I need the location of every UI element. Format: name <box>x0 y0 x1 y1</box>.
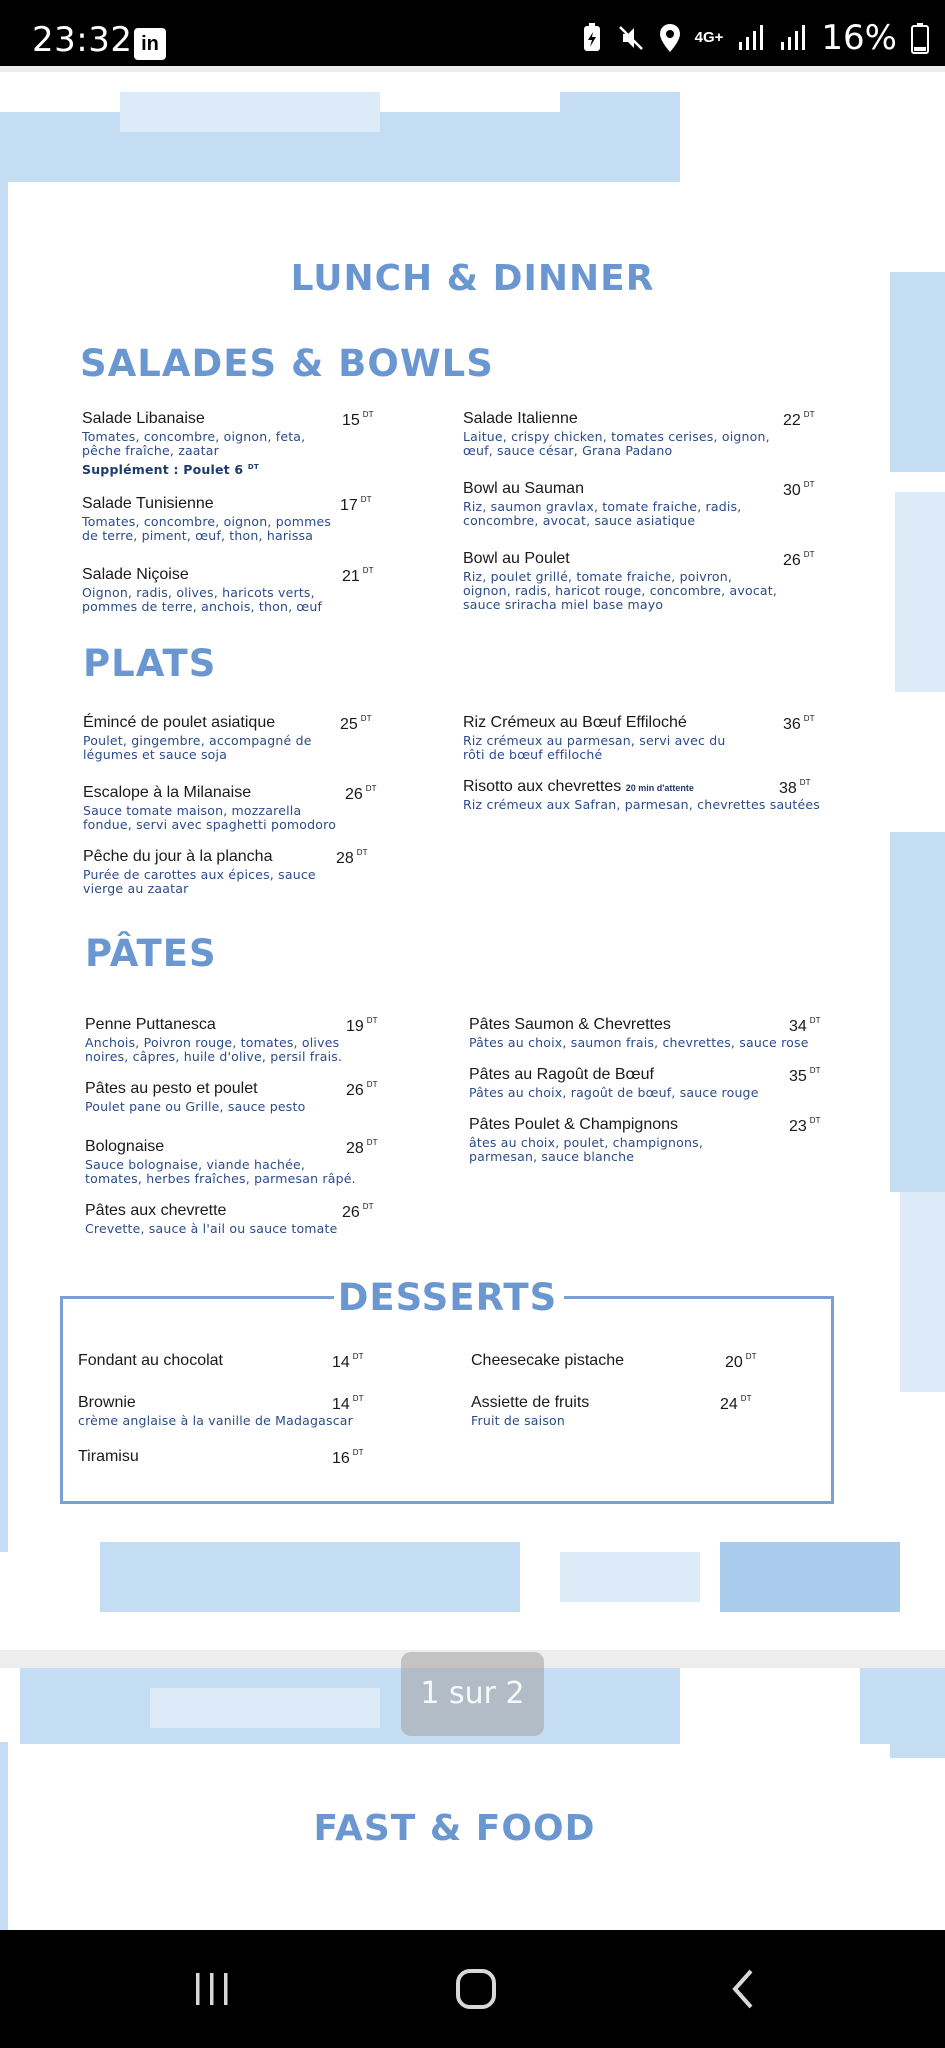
battery-saver-icon <box>581 23 603 53</box>
item-price: 22 $^{DT}$ <box>783 410 815 429</box>
recents-icon <box>190 1969 234 2009</box>
item-price: 15 $^{DT}$ <box>342 410 374 429</box>
item-name: Bowl au Sauman <box>463 480 584 497</box>
map-decoration <box>0 172 8 1552</box>
recents-button[interactable] <box>152 1930 272 2048</box>
item-price: 26 $^{DT}$ <box>783 550 815 569</box>
item-name: Pâtes Saumon & Chevrettes <box>469 1016 671 1033</box>
item-name: Tiramisu <box>78 1448 139 1465</box>
status-bar <box>0 0 945 66</box>
home-button[interactable] <box>416 1930 536 2048</box>
item-price: 23 $^{DT}$ <box>789 1116 821 1135</box>
menu-item <box>78 1352 398 1370</box>
item-name: Bolognaise <box>85 1138 165 1155</box>
linkedin-icon: in <box>134 28 166 60</box>
item-desc: Sauce bolognaise, viande hachée, tomates, herbes fraîches, parmesan râpé. <box>85 1157 356 1186</box>
item-desc: Laitue, crispy chicken, tomates cerises, oignon, œuf, sauce césar, Grana Padano <box>463 429 770 458</box>
item-name: Émincé de poulet asiatique <box>83 714 276 731</box>
menu-item <box>85 1016 405 1064</box>
map-decoration <box>560 92 680 152</box>
menu-item <box>85 1202 405 1236</box>
menu-item <box>82 495 402 543</box>
item-name: Salade Libanaise <box>82 410 205 427</box>
menu-item <box>463 550 815 612</box>
item-desc: Oignon, radis, olives, haricots verts, pommes de terre, anchois, thon, œuf <box>82 585 323 614</box>
item-price: 38 $^{DT}$ <box>779 778 811 797</box>
menu-item <box>469 1016 821 1050</box>
item-name: Assiette de fruits <box>471 1394 590 1411</box>
location-icon <box>659 23 681 53</box>
menu-item <box>83 784 403 832</box>
back-icon <box>727 1967 757 2011</box>
signal-icon <box>737 24 765 52</box>
item-name: Salade Niçoise <box>82 566 189 583</box>
battery-percent: 16% <box>821 18 897 58</box>
map-decoration <box>120 92 380 132</box>
menu-item <box>82 410 402 477</box>
section-title-salades: SALADES & BOWLS <box>80 342 494 385</box>
item-name: Pâtes au pesto et poulet <box>85 1080 258 1097</box>
section-title-plats: PLATS <box>83 642 217 685</box>
map-decoration <box>895 492 945 692</box>
item-desc: Poulet pane ou Grille, sauce pesto <box>85 1099 306 1114</box>
menu-item <box>471 1352 791 1370</box>
item-price: 19 $^{DT}$ <box>346 1016 378 1035</box>
status-time: 23:32 <box>32 20 133 60</box>
menu-item <box>83 848 403 896</box>
menu-item <box>463 410 815 458</box>
item-name: Cheesecake pistache <box>471 1352 624 1369</box>
item-desc: Tomates, concombre, oignon, pommes de terre, piment, œuf, thon, harissa <box>82 514 332 543</box>
item-name: Pâtes Poulet & Champignons <box>469 1116 679 1133</box>
item-desc: âtes au choix, poulet, champignons, parmesan, sauce blanche <box>469 1135 704 1164</box>
item-price: 21 $^{DT}$ <box>342 566 374 585</box>
item-desc: Pâtes au choix, saumon frais, chevrettes, sauce rose <box>469 1035 809 1050</box>
section-title-pates: PÂTES <box>85 932 217 975</box>
item-name: Brownie <box>78 1394 136 1411</box>
item-price: 17 $^{DT}$ <box>340 495 372 514</box>
item-desc: Crevette, sauce à l'ail ou sauce tomate <box>85 1221 338 1236</box>
back-button[interactable] <box>682 1930 802 2048</box>
page-2-title: FAST & FOOD <box>313 1808 596 1849</box>
item-price: 24 $^{DT}$ <box>720 1394 752 1413</box>
item-desc: Poulet, gingembre, accompagné de légumes et sauce soja <box>83 733 312 762</box>
menu-item <box>471 1394 791 1428</box>
item-price: 16 $^{DT}$ <box>332 1448 364 1467</box>
item-price: 26 $^{DT}$ <box>345 784 377 803</box>
battery-icon <box>911 22 929 54</box>
menu-item <box>463 778 821 812</box>
item-price: 28 $^{DT}$ <box>336 848 368 867</box>
navigation-bar <box>0 1930 945 2048</box>
item-price: 20 $^{DT}$ <box>725 1352 757 1371</box>
item-desc: crème anglaise à la vanille de Madagascar <box>78 1413 353 1428</box>
item-desc: Anchois, Poivron rouge, tomates, olives noires, câpres, huile d'olive, persil frais. <box>85 1035 343 1064</box>
map-decoration <box>900 1192 945 1392</box>
item-price: 30 $^{DT}$ <box>783 480 815 499</box>
item-name: Escalope à la Milanaise <box>83 784 252 801</box>
page-indicator: 1 sur 2 <box>401 1652 544 1736</box>
map-decoration <box>890 272 945 472</box>
menu-item <box>463 480 815 528</box>
map-decoration <box>100 1542 520 1612</box>
menu-item <box>78 1448 398 1466</box>
item-price: 14 $^{DT}$ <box>332 1352 364 1371</box>
item-name: Pêche du jour à la plancha <box>83 848 273 865</box>
item-name: Pâtes au Ragoût de Bœuf <box>469 1066 654 1083</box>
item-desc: Riz crémeux au parmesan, servi avec du rôti de bœuf effiloché <box>463 733 726 762</box>
map-decoration <box>150 1688 380 1728</box>
network-type: 4G+ <box>694 29 724 46</box>
map-decoration <box>720 1542 900 1612</box>
item-name: Bowl au Poulet <box>463 550 570 567</box>
item-desc: Riz, poulet grillé, tomate fraiche, poivron, oignon, radis, haricot rouge, concombre, avocat, sauce sriracha miel base mayo <box>463 569 778 612</box>
item-name: Salade Tunisienne <box>82 495 214 512</box>
item-price: 25 $^{DT}$ <box>340 714 372 733</box>
menu-page-1[interactable] <box>0 72 945 1650</box>
menu-item <box>463 714 815 762</box>
menu-item <box>83 714 403 762</box>
item-name: Salade Italienne <box>463 410 578 427</box>
item-price: 36 $^{DT}$ <box>783 714 815 733</box>
home-icon <box>454 1967 498 2011</box>
item-desc: Tomates, concombre, oignon, feta, pêche fraîche, zaatar <box>82 429 306 458</box>
item-name: Fondant au chocolat <box>78 1352 223 1369</box>
menu-item <box>469 1066 821 1100</box>
menu-item <box>82 566 402 614</box>
item-price: 34 $^{DT}$ <box>789 1016 821 1035</box>
item-desc: Riz crémeux aux Safran, parmesan, chevrettes sautées <box>463 797 821 812</box>
section-title-desserts: DESSERTS <box>337 1276 558 1319</box>
mute-icon <box>617 24 645 52</box>
item-price: 26 $^{DT}$ <box>342 1202 374 1221</box>
menu-item <box>85 1080 405 1114</box>
item-price: 28 $^{DT}$ <box>346 1138 378 1157</box>
signal-icon-2 <box>779 24 807 52</box>
menu-title: LUNCH & DINNER <box>290 258 655 299</box>
item-desc: Riz, saumon gravlax, tomate fraiche, radis, concombre, avocat, sauce asiatique <box>463 499 742 528</box>
menu-item <box>469 1116 821 1164</box>
pdf-viewer[interactable] <box>0 66 945 1930</box>
status-icons <box>581 18 929 58</box>
item-desc: Fruit de saison <box>471 1413 566 1428</box>
item-supplement: Supplément : Poulet 6 $^{DT}$ <box>82 462 259 477</box>
item-name: Riz Crémeux au Bœuf Effiloché <box>463 714 687 731</box>
item-price: 26 $^{DT}$ <box>346 1080 378 1099</box>
item-price: 14 $^{DT}$ <box>332 1394 364 1413</box>
item-desc: Purée de carottes aux épices, sauce vierge au zaatar <box>83 867 316 896</box>
item-name: Penne Puttanesca <box>85 1016 216 1033</box>
menu-item <box>85 1138 405 1186</box>
item-desc: Sauce tomate maison, mozzarella fondue, servi avec spaghetti pomodoro <box>83 803 337 832</box>
item-name: Risotto aux chevrettes 20 min d'attente <box>463 778 694 795</box>
item-desc: Pâtes au choix, ragoût de bœuf, sauce rouge <box>469 1085 759 1100</box>
item-name: Pâtes aux chevrette <box>85 1202 227 1219</box>
menu-item <box>78 1394 398 1428</box>
item-price: 35 $^{DT}$ <box>789 1066 821 1085</box>
map-decoration <box>560 1552 700 1602</box>
